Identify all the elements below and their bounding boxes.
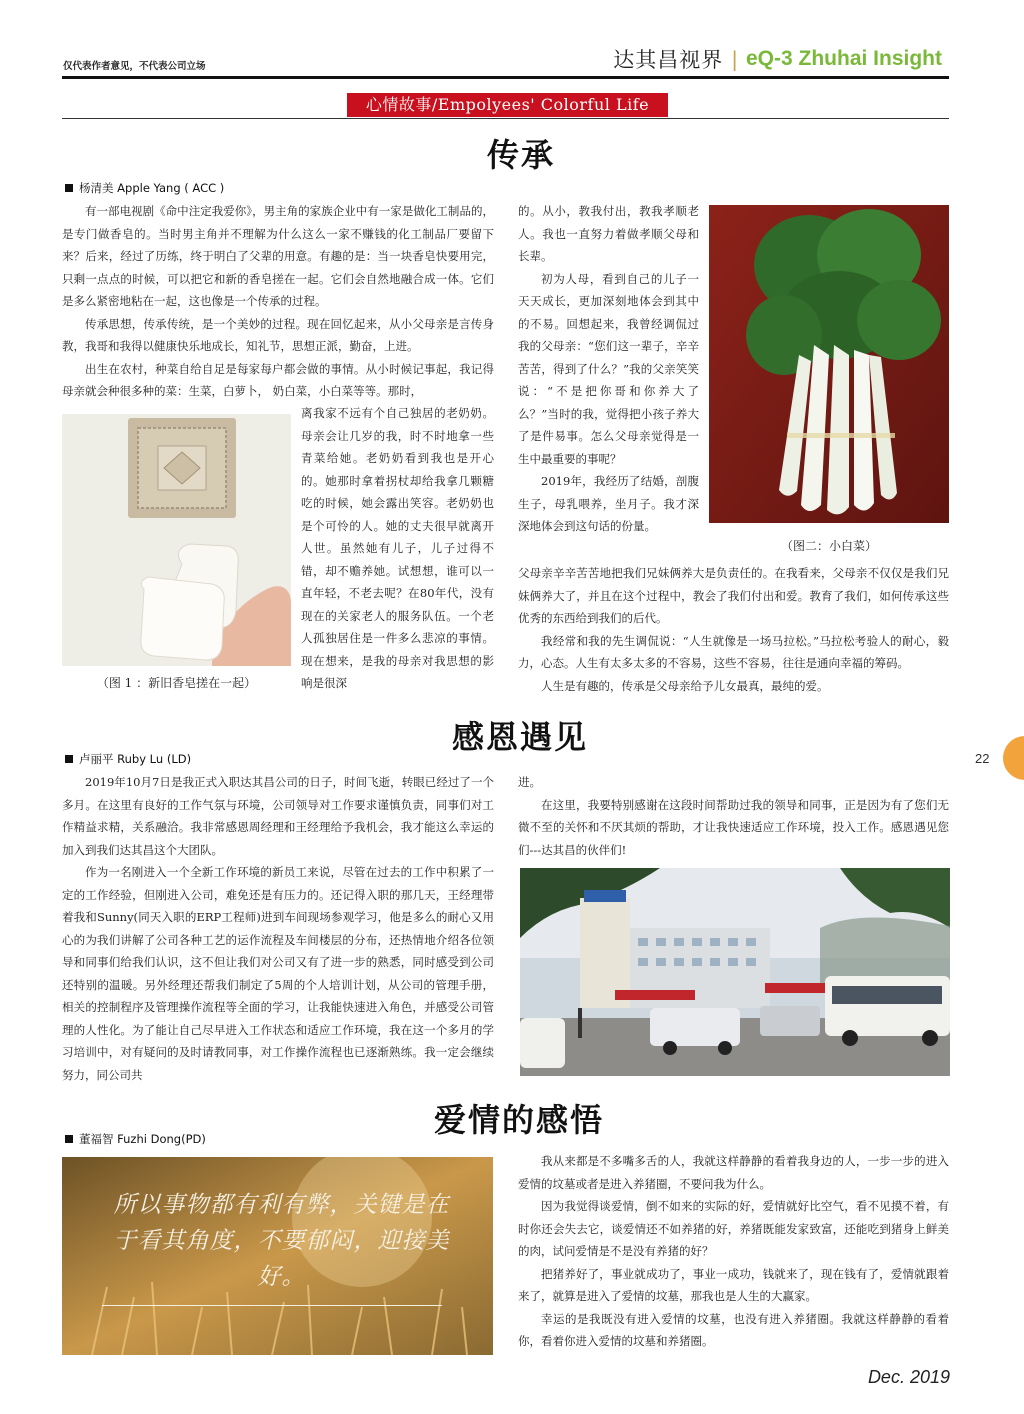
brand-cn: 达其昌视界 xyxy=(613,48,724,72)
bullet-square xyxy=(65,1135,73,1143)
factory-photo xyxy=(520,868,950,1076)
disclaimer: 仅代表作者意见，不代表公司立场 xyxy=(63,61,206,72)
article1-text-right: 的。从小，教我付出，教我孝顺老人。我也一直努力着做孝顺父母和长辈。 初为人母，看到自己的儿子一天天成长，更加深刻地体会到其中的不易。回想起来，我曾经调侃过我的父母亲：“您们这一辈子，辛辛苦苦，得到了什么？”我的父亲笑笑说：“不是把你哥和你养大了么？”当时的我，觉得把小孩子养大了是件易事。怎么父母亲觉得是一生中最重要的事呢？ 2019年，我经历了结婚，剖腹生子，母乳喂养，坐月子。我才深深地体会到这句话的份量。 xyxy=(518,204,699,533)
caption-1: （图 1 ：新旧香皂搓在一起） xyxy=(96,676,257,690)
page-tab xyxy=(1003,736,1024,780)
article1-title: 传承 xyxy=(487,136,556,174)
article1-text-top: 有一部电视剧《命中注定我爱你》，男主角的家族企业中有一家是做化工制品的，是专门做香皂的。当时男主角并不理解为什么这么一家不赚钱的化工制品厂要留下来？后来，经过了历练，终于明白了父辈的用意。有趣的是：当一块香皂快要用完，只剩一点点的时候，可以把它和新的香皂搓在一起。它们会自然地融合成一体。它们是多么紧密地粘在一起，这也像是一个传承的过程。 传承思想，传承传统，是一个美妙的过程。现在回忆起来，从小父母亲是言传身教，我哥和我得以健康快乐地成长，知礼节，思想正派，勤奋，上进。 出生在农村，种菜自给自足是每家每户都会做的事情。从小时候记事起，我记得母亲就会种很多种的菜：生菜，白萝卜， 奶白菜，小白菜等等。那时， xyxy=(62,204,494,398)
section-banner: 心情故事/Empolyees' Colorful Life xyxy=(347,93,668,117)
article2-text-left: 2019年10月7日是我正式入职达其昌公司的日子，时间飞逝，转眼已经过了一个多月。在这里有良好的工作气氛与环境，公司领导对工作要求谨慎负责，同事们对工作精益求精，关系融洽。我非常感恩周经理和王经理给予我机会，我才能这么幸运的加入到我们达其昌这个大团队。 作为一名刚进入一个全新工作环境的新员工来说，尽管在过去的工作中积累了一定的工作经验，但刚进入公司，难免还是有压力的。还记得入职的那几天，王经理带着我和Sunny(同天入职的ERP工程师)进到车间现场参观学习，他是多么的耐心又用心的为我们讲解了公司各种工艺的运作流程及车间楼层的分布，还热情地介绍各位领导和同事们给我们认识，这不但让我们对公司又有了进一步的熟悉，同时感受到公司还特别的温暖。另外经理还帮我们制定了5周的个人培训计划，从公司的管理手册，相关的控制程序及管理操作流程等全面的学习，让我能快速进入角色，并感受公司管理的人性化。为了能让自己尽早进入工作状态和适应工作环境，我在这一个多月的学习培训中，对有疑问的及时请教同事，对工作操作流程也已逐渐熟练。我一定会继续努力，同公司共 xyxy=(62,775,494,1082)
caption-2: （图二：小白菜） xyxy=(780,539,877,553)
header-rule xyxy=(62,76,949,79)
article3-text: 我从来都是不多嘴多舌的人，我就这样静静的看着我身边的人，一步一步的进入爱情的坟墓或者是进入养猪圈，不要问我为什么。 因为我觉得谈爱情，倒不如来的实际的好，爱情就好比空气，看不见摸不着，有时你还会失去它，谈爱情还不如养猪的好，养猪既能发家致富，还能吃到猪身上鲜美的肉，试问爱情是不是没有养猪的好？ 把猪养好了，事业就成功了，事业一成功，钱就来了，现在钱有了，爱情就跟着来了，就算是进入了爱情的坟墓，那我也是人生的大赢家。 幸运的是我既没有进入爱情的坟墓，也没有进入养猪圈。我就这样静静的看着你，看着你进入爱情的坟墓和养猪圈。 xyxy=(518,1154,949,1348)
issue-date: Dec. 2019 xyxy=(867,1367,950,1387)
bullet-square xyxy=(65,184,73,192)
brand-en: eQ-3 Zhuhai Insight xyxy=(745,47,942,70)
quote-text: 所以事物都有利有弊，关键是在于看其角度，不要郁闷，迎接美好。 xyxy=(113,1192,450,1290)
section-rule xyxy=(62,118,949,119)
bullet-square xyxy=(65,755,73,763)
article3-title: 爱情的感悟 xyxy=(434,1101,605,1139)
article2-byline: 卢丽平 Ruby Lu (LD) xyxy=(65,751,191,767)
article3-byline: 董福智 Fuzhi Dong(PD) xyxy=(65,1131,206,1147)
soap-photo xyxy=(62,414,291,666)
article2-title: 感恩遇见 xyxy=(452,718,589,756)
brand-separator: | xyxy=(731,47,738,71)
brand xyxy=(613,44,942,74)
page-number: 22 xyxy=(975,751,990,766)
article1-byline: 杨清美 Apple Yang ( ACC ) xyxy=(65,180,224,196)
bokchoy-photo xyxy=(709,205,949,523)
article1-text-mid: 离我家不远有个自己独居的老奶奶。母亲会让几岁的我，时不时地拿一些青菜给她。老奶奶看到我也是开心的。她那时拿着拐杖却给我拿几颗糖吃的时候，她会露出笑容。老奶奶也是个可怜的人。她的丈夫很早就离开人世。虽然她有儿子，儿子过得不错，却不赡养她。试想想，谁可以一直年轻，不老去呢？在80年代，没有现在的关家老人的服务队伍。一个老人孤独居住是一件多么悲凉的事情。现在想来，是我的母亲对我思想的影响是很深 xyxy=(301,406,494,690)
article1-text-bottom: 父母亲辛辛苦苦地把我们兄妹俩养大是负责任的。在我看来，父母亲不仅仅是我们兄妹俩养大了，并且在这个过程中，教会了我们付出和爱。教育了我们，如何传承这些优秀的东西给到我们的后代。 我经常和我的先生调侃说：“人生就像是一场马拉松。”马拉松考验人的耐心，毅力，心态。人生有太多太多的不容易，这些不容易，往往是通向幸福的筹码。 人生是有趣的，传承是父母亲给予儿女最真，最纯的爱。 xyxy=(518,566,949,693)
quote-image xyxy=(62,1157,493,1355)
article2-text-right: 进。 在这里，我要特别感谢在这段时间帮助过我的领导和同事，正是因为有了您们无微不至的关怀和不厌其烦的帮助，才让我快速适应工作环境，投入工作。感恩遇见您们---达其昌的伙伴们! xyxy=(518,775,949,857)
